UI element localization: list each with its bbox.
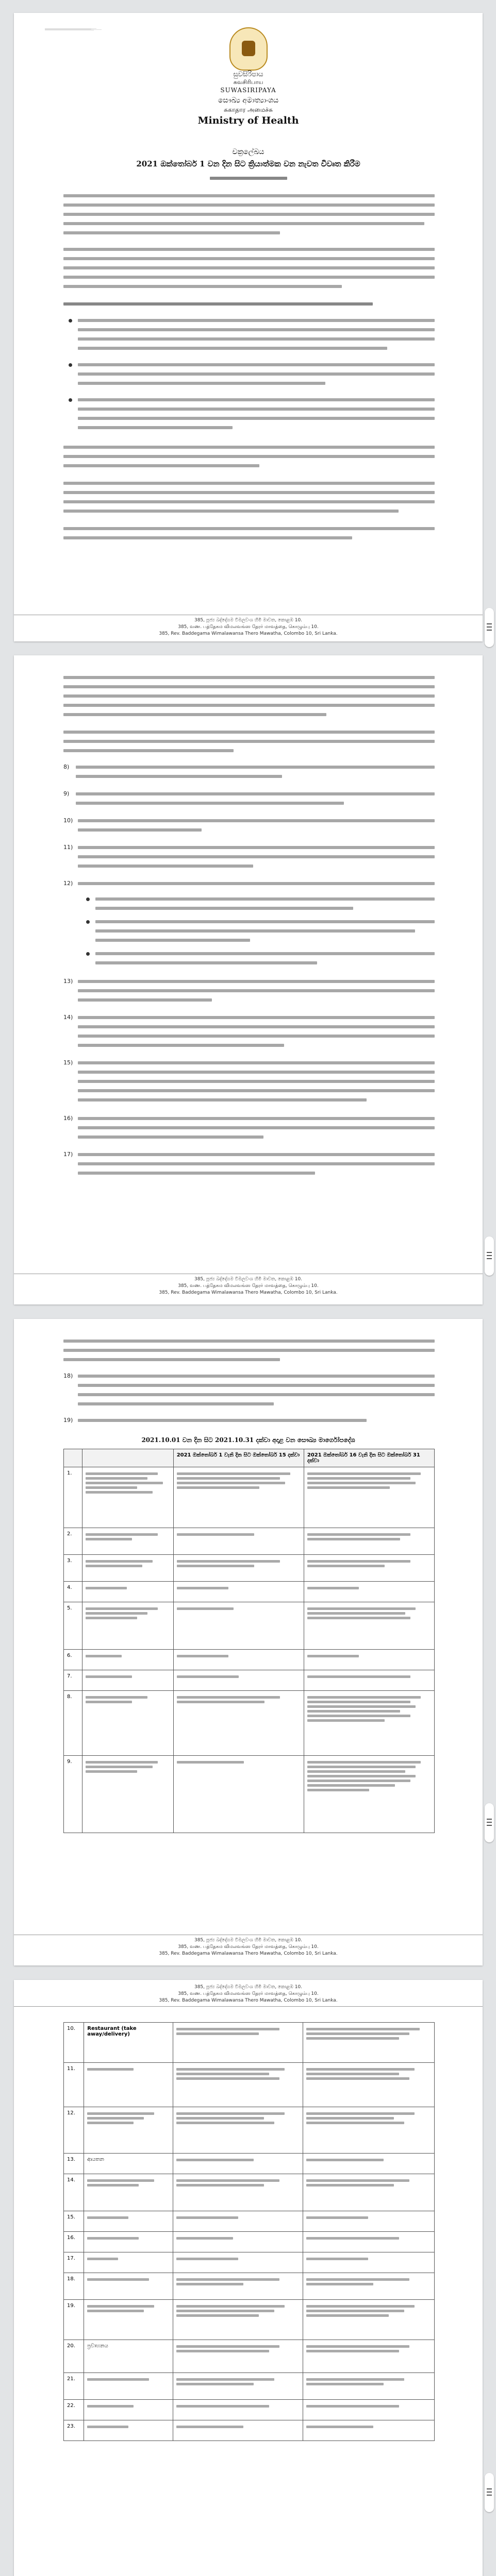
table-row bbox=[64, 2063, 435, 2107]
footer-line-si: 385, පූජ්‍ය බද්දේගම විමලවංශ හිමි මාවත, කොළඹ 10. bbox=[194, 1938, 303, 1943]
nav-knob[interactable] bbox=[485, 1236, 494, 1276]
row-number: 20. bbox=[64, 2340, 84, 2373]
row-number: 2. bbox=[64, 1528, 82, 1555]
bullet-icon bbox=[69, 363, 72, 367]
footer-line-ta: 385, வண. பத்தேகம விமலவங்ஸ தேரர் மாவத்தை, கொழும்பு 10. bbox=[178, 624, 319, 630]
footer-line-en: 385, Rev. Baddegama Wimalawansa Thero Mawatha, Colombo 10, Sri Lanka. bbox=[159, 1998, 338, 2003]
text-line bbox=[78, 1393, 435, 1396]
suwasiripaya-tamil: சுவசிரிபாய bbox=[233, 79, 263, 86]
text-line bbox=[76, 766, 435, 769]
page-nav-handle[interactable] bbox=[485, 608, 494, 647]
ministry-sinhala: සෞඛ්‍ය අමාත්‍යාංශය bbox=[218, 96, 279, 105]
header-cell: 2021 ඔක්තෝබර් 16 වැනි දින සිට ඔක්තෝබර් 31 දක්වා bbox=[304, 1449, 434, 1467]
text-line bbox=[95, 920, 435, 923]
text-line bbox=[78, 1098, 367, 1101]
text-line bbox=[63, 213, 435, 216]
text-line bbox=[78, 372, 435, 376]
text-line bbox=[63, 222, 424, 225]
text-line bbox=[95, 939, 250, 942]
bullet-icon bbox=[69, 319, 72, 323]
footer-line-en: 385, Rev. Baddegama Wimalawansa Thero Mawatha, Colombo 10, Sri Lanka. bbox=[159, 631, 338, 636]
item-number: 14) bbox=[63, 1014, 73, 1021]
letterhead-contact-block bbox=[45, 28, 107, 30]
document-page-2 bbox=[14, 655, 483, 1304]
text-line bbox=[63, 285, 342, 288]
row-number: 4. bbox=[64, 1582, 82, 1602]
table-row bbox=[64, 2340, 435, 2373]
item-number: 12) bbox=[63, 880, 73, 887]
nav-knob[interactable] bbox=[485, 608, 494, 647]
table-row bbox=[64, 2023, 435, 2063]
table-row bbox=[64, 1602, 435, 1650]
text-line bbox=[78, 1044, 284, 1047]
item-number: 16) bbox=[63, 1115, 73, 1122]
text-line bbox=[63, 749, 234, 752]
guidelines-table-part-1 bbox=[63, 1449, 435, 1833]
row-number: 19. bbox=[64, 2300, 84, 2340]
text-line bbox=[63, 527, 435, 530]
nav-knob[interactable] bbox=[485, 2473, 494, 2512]
row-number: 10. bbox=[64, 2023, 84, 2063]
ministry-tamil: சுகாதார அமைச்சு bbox=[224, 106, 273, 113]
row-number: 13. bbox=[64, 2154, 84, 2174]
document-page-3 bbox=[14, 1319, 483, 1965]
text-line bbox=[63, 510, 399, 513]
text-line bbox=[78, 846, 435, 849]
text-line bbox=[78, 408, 435, 411]
text-line bbox=[63, 464, 259, 467]
row-number: 5. bbox=[64, 1602, 82, 1650]
text-line bbox=[78, 1126, 435, 1129]
table-row bbox=[64, 2400, 435, 2420]
text-line bbox=[63, 704, 435, 707]
text-line bbox=[78, 865, 253, 868]
row-number: 6. bbox=[64, 1650, 82, 1670]
item-number: 11) bbox=[63, 844, 73, 851]
text-line bbox=[63, 231, 280, 234]
text-line bbox=[76, 802, 344, 805]
footer-line-ta: 385, வண. பத்தேகம விமலவங்ஸ தேரர் மாவத்தை, கொழும்பு 10. bbox=[178, 1944, 319, 1950]
text-line bbox=[76, 775, 282, 778]
row-number: 8. bbox=[64, 1691, 82, 1756]
text-line bbox=[63, 500, 435, 503]
row-number: 21. bbox=[64, 2373, 84, 2400]
text-line bbox=[78, 347, 387, 350]
page-header-footer bbox=[14, 1984, 483, 2007]
text-line bbox=[78, 426, 233, 429]
text-line bbox=[63, 1349, 435, 1352]
text-line bbox=[78, 1384, 435, 1387]
page-nav-handle[interactable] bbox=[485, 1236, 494, 1276]
row-number: 1. bbox=[64, 1467, 82, 1528]
text-line bbox=[63, 446, 435, 449]
text-line bbox=[63, 1340, 435, 1343]
row-number: 23. bbox=[64, 2420, 84, 2441]
text-line bbox=[63, 248, 435, 251]
bullet-icon bbox=[86, 897, 90, 901]
item-number: 17) bbox=[63, 1151, 73, 1158]
text-line bbox=[63, 455, 435, 458]
table-row bbox=[64, 1756, 435, 1833]
document-page-1 bbox=[14, 13, 483, 641]
row-number: 14. bbox=[64, 2174, 84, 2211]
circular-subtitle bbox=[14, 177, 483, 180]
page-footer bbox=[14, 1274, 483, 1296]
text-line bbox=[95, 907, 353, 910]
table-row bbox=[64, 2174, 435, 2211]
text-line bbox=[63, 257, 435, 260]
text-line bbox=[63, 194, 435, 197]
row-number: 12. bbox=[64, 2107, 84, 2154]
table-row bbox=[64, 2154, 435, 2174]
suwasiripaya-english: SUWASIRIPAYA bbox=[220, 87, 276, 94]
table-header-row bbox=[64, 1449, 435, 1467]
table-row bbox=[64, 2252, 435, 2273]
table-row bbox=[64, 1555, 435, 1582]
bullet-icon bbox=[69, 398, 72, 402]
text-line bbox=[78, 319, 435, 322]
row-label: Restaurant (take away/delivery) bbox=[84, 2023, 173, 2063]
item-number: 10) bbox=[63, 817, 73, 824]
text-line bbox=[78, 989, 435, 992]
text-line bbox=[95, 961, 317, 964]
footer-line-si: 385, පූජ්‍ය බද්දේගම විමලවංශ හිමි මාවත, කොළඹ 10. bbox=[194, 1277, 303, 1282]
table-row bbox=[64, 1528, 435, 1555]
item-number: 13) bbox=[63, 978, 73, 985]
text-line bbox=[78, 980, 435, 983]
ministry-english: Ministry of Health bbox=[197, 115, 299, 126]
row-number: 16. bbox=[64, 2232, 84, 2252]
table-row bbox=[64, 1691, 435, 1756]
table-caption: 2021.10.01 වන දින සිට 2021.10.31 දක්වා අදාළ වන සෞඛ්‍ය මාර්ගෝපදේශ bbox=[141, 1436, 355, 1444]
footer-line-en: 385, Rev. Baddegama Wimalawansa Thero Mawatha, Colombo 10, Sri Lanka. bbox=[159, 1951, 338, 1956]
row-number: 18. bbox=[64, 2273, 84, 2300]
text-line bbox=[78, 337, 435, 341]
header-cell bbox=[64, 1449, 82, 1467]
item-number: 18) bbox=[63, 1372, 73, 1379]
text-line bbox=[63, 740, 435, 743]
text-line bbox=[63, 694, 435, 698]
text-line bbox=[63, 731, 435, 734]
text-line bbox=[78, 417, 435, 420]
table-row bbox=[64, 2211, 435, 2232]
row-label: ආයතන bbox=[84, 2154, 173, 2174]
text-line bbox=[78, 1025, 435, 1028]
row-number: 22. bbox=[64, 2400, 84, 2420]
text-line bbox=[78, 882, 435, 885]
text-line bbox=[63, 536, 352, 539]
text-line bbox=[78, 998, 212, 1002]
text-line bbox=[78, 828, 202, 832]
text-line bbox=[78, 1117, 435, 1120]
footer-line-ta: 385, வண. பத்தேகம விமலவங்ஸ தேரர் மாவத்தை, கொழும்பு 10. bbox=[178, 1283, 319, 1289]
table-row bbox=[64, 2107, 435, 2154]
page-nav-handle[interactable] bbox=[485, 2473, 494, 2512]
guidelines-table-part-2 bbox=[63, 2022, 435, 2441]
circular-title: 2021 ඔක්තෝබර් 1 වන දින සිට ක්‍රියාත්මක වන නැවත විවෘත කිරීම bbox=[136, 159, 360, 168]
circular-label: චක්‍රලේඛය bbox=[232, 148, 264, 156]
suwasiripaya-sinhala: සුවසිරිපාය bbox=[233, 71, 263, 78]
item-number: 19) bbox=[63, 1417, 73, 1423]
text-line bbox=[78, 855, 435, 858]
footer-line-en: 385, Rev. Baddegama Wimalawansa Thero Mawatha, Colombo 10, Sri Lanka. bbox=[159, 1290, 338, 1295]
page-footer bbox=[14, 1935, 483, 1957]
row-number: 17. bbox=[64, 2252, 84, 2273]
row-number: 3. bbox=[64, 1555, 82, 1582]
text-line bbox=[78, 1035, 435, 1038]
text-line bbox=[95, 897, 435, 901]
table-row bbox=[64, 2420, 435, 2441]
text-line bbox=[78, 1089, 435, 1092]
text-line bbox=[63, 204, 435, 207]
document-page-4 bbox=[14, 1980, 483, 2576]
text-line bbox=[78, 1071, 435, 1074]
table-row bbox=[64, 2232, 435, 2252]
text-line bbox=[78, 363, 435, 366]
text-line bbox=[78, 1419, 367, 1422]
text-line bbox=[63, 676, 435, 679]
bullet-icon bbox=[86, 920, 90, 924]
row-number: 11. bbox=[64, 2063, 84, 2107]
text-line bbox=[78, 1172, 315, 1175]
table-row bbox=[64, 1670, 435, 1691]
text-line bbox=[63, 482, 435, 485]
text-line bbox=[63, 713, 326, 716]
text-line bbox=[78, 1061, 435, 1064]
row-number: 9. bbox=[64, 1756, 82, 1833]
footer-line-si: 385, පූජ්‍ය බද්දේගම විමලවංශ හිමි මාවත, කොළඹ 10. bbox=[194, 618, 303, 623]
text-line bbox=[78, 382, 325, 385]
text-line bbox=[78, 328, 435, 331]
table-row bbox=[64, 1650, 435, 1670]
footer-line-ta: 385, வண. பத்தேகம விமலவங்ஸ தேரர் மாவத்தை, கொழும்பு 10. bbox=[178, 1991, 319, 1996]
table-row bbox=[64, 2300, 435, 2340]
text-line bbox=[63, 276, 435, 279]
table-row bbox=[64, 1467, 435, 1528]
text-line bbox=[63, 302, 373, 306]
row-number: 15. bbox=[64, 2211, 84, 2232]
text-line bbox=[78, 1016, 435, 1019]
text-line bbox=[78, 1136, 263, 1139]
text-line bbox=[63, 266, 435, 269]
text-line bbox=[78, 1153, 435, 1156]
text-line bbox=[76, 792, 435, 795]
table-row bbox=[64, 2373, 435, 2400]
text-line bbox=[78, 1162, 435, 1165]
text-line bbox=[95, 952, 435, 955]
footer-line-si: 385, පූජ්‍ය බද්දේගම විමලවංශ හිමි මාවත, කොළඹ 10. bbox=[194, 1985, 303, 1990]
row-label: ප්‍රවාහනය bbox=[84, 2340, 173, 2373]
table-row bbox=[64, 1582, 435, 1602]
page-nav-handle[interactable] bbox=[485, 1803, 494, 1842]
text-line bbox=[63, 491, 435, 494]
page-footer bbox=[14, 615, 483, 637]
header-cell bbox=[82, 1449, 173, 1467]
text-line bbox=[78, 819, 435, 822]
bullet-icon bbox=[86, 952, 90, 956]
header-cell: 2021 ඔක්තෝබර් 1 වැනි දින සිට ඔක්තෝබර් 15 දක්වා bbox=[173, 1449, 304, 1467]
text-line bbox=[63, 1358, 280, 1361]
item-number: 8) bbox=[63, 764, 70, 770]
item-number: 9) bbox=[63, 790, 70, 797]
item-number: 15) bbox=[63, 1059, 73, 1066]
nav-knob[interactable] bbox=[485, 1803, 494, 1842]
table-row bbox=[64, 2273, 435, 2300]
sri-lanka-emblem-icon bbox=[229, 27, 268, 71]
text-line bbox=[78, 1375, 435, 1378]
text-line bbox=[95, 929, 415, 933]
row-number: 7. bbox=[64, 1670, 82, 1691]
text-line bbox=[78, 398, 435, 401]
text-line bbox=[78, 1080, 435, 1083]
text-line bbox=[78, 1402, 274, 1405]
text-line bbox=[63, 685, 435, 688]
